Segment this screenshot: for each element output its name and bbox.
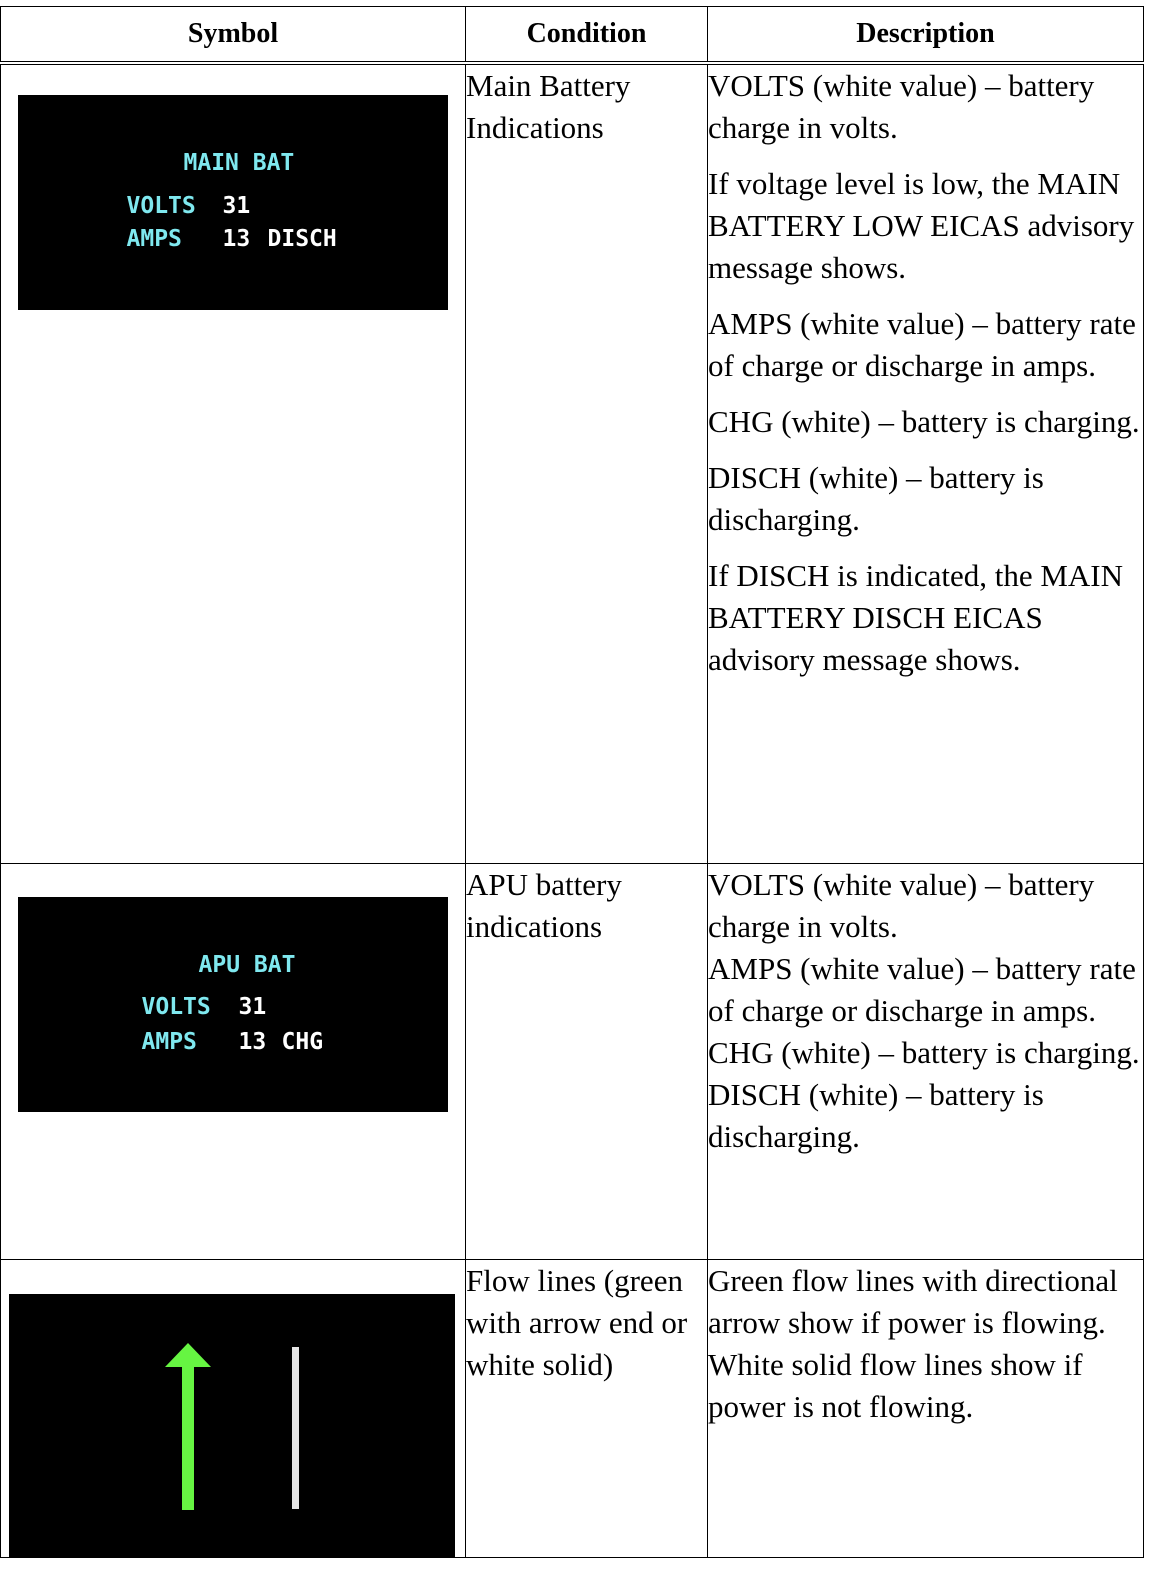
main-bat-amps-state: DISCH	[267, 225, 337, 252]
apu-bat-volts-value: 31	[238, 993, 267, 1020]
description-paragraph: If DISCH is indicated, the MAIN BATTERY DISCH EICAS advisory message shows.	[708, 558, 1123, 677]
main-bat-amps-label: AMPS	[126, 225, 182, 252]
main-bat-volts-value: 31	[222, 192, 251, 219]
flow-line-active	[165, 1343, 211, 1510]
flow-lines-display	[9, 1294, 455, 1557]
description-cell	[708, 863, 1144, 1259]
symbol-table	[0, 6, 1144, 1558]
description-paragraph: VOLTS (white value) – battery charge in volts.	[708, 866, 1095, 944]
main-bat-display	[18, 95, 448, 310]
table-header-row	[1, 7, 1144, 64]
apu-bat-display	[18, 897, 448, 1112]
description-paragraph: CHG (white) – battery is charging.	[708, 1034, 1140, 1070]
symbol-cell	[1, 63, 466, 863]
main-bat-amps-value: 13	[222, 225, 251, 252]
header-symbol: Symbol	[1, 7, 466, 64]
table-row	[1, 1259, 1144, 1557]
flow-line-inactive	[292, 1347, 299, 1509]
description-paragraph: AMPS (white value) – battery rate of charge or discharge in amps.	[708, 306, 1136, 383]
table-row	[1, 863, 1144, 1259]
flow-line-active-shaft	[182, 1364, 194, 1510]
apu-bat-amps-state: CHG	[281, 1028, 324, 1055]
condition-cell: Main Battery Indications	[466, 63, 708, 863]
arrow-up-icon	[165, 1343, 211, 1367]
description-paragraph: AMPS (white value) – battery rate of charge or discharge in amps.	[708, 950, 1136, 1028]
header-description: Description	[708, 7, 1144, 64]
apu-bat-amps-value: 13	[238, 1028, 267, 1055]
description-paragraph: DISCH (white) – battery is discharging.	[708, 1076, 1044, 1154]
description-cell	[708, 1259, 1144, 1557]
description-paragraph: DISCH (white) – battery is discharging.	[708, 460, 1044, 537]
apu-bat-amps-label: AMPS	[141, 1028, 197, 1055]
header-condition: Condition	[466, 7, 708, 64]
description-paragraph: Green flow lines with directional arrow show if power is flowing.	[708, 1262, 1118, 1340]
description-paragraph: CHG (white) – battery is charging.	[708, 404, 1140, 439]
description-paragraph: VOLTS (white value) – battery charge in volts.	[708, 68, 1095, 145]
symbol-cell	[1, 863, 466, 1259]
description-paragraph: If voltage level is low, the MAIN BATTERY LOW EICAS advisory message shows.	[708, 166, 1135, 285]
description-cell	[708, 63, 1144, 863]
main-bat-title: MAIN BAT	[183, 149, 295, 176]
description-paragraph: White solid flow lines show if power is not flowing.	[708, 1346, 1083, 1424]
apu-bat-volts-label: VOLTS	[141, 993, 211, 1020]
condition-cell: Flow lines (green with arrow end or white solid)	[466, 1259, 708, 1557]
apu-bat-title: APU BAT	[198, 951, 296, 978]
condition-cell: APU battery indications	[466, 863, 708, 1259]
main-bat-volts-label: VOLTS	[126, 192, 196, 219]
flow-lines-graphic	[9, 1294, 455, 1557]
table-row	[1, 63, 1144, 863]
symbol-cell	[1, 1259, 466, 1557]
